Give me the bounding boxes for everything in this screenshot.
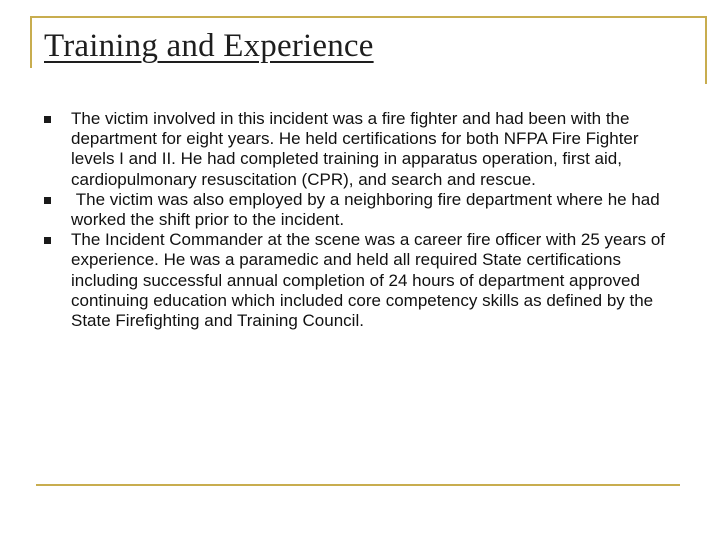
- slide-title: Training and Experience: [44, 28, 374, 64]
- bullet-text: The victim was also employed by a neighboring fire department where he had worked the shift prior to the incident.: [71, 189, 665, 230]
- bullet-text: The victim involved in this incident was a fire fighter and had been with the department for eight years. He held certifications for both NFPA Fire Fighter levels I and II. He had completed training in apparatus operation, first aid, cardiopulmonary resuscitation (CPR), and search and rescue.: [71, 109, 639, 189]
- bullet-item-employment: [44, 190, 674, 230]
- bullet-item-commander: [44, 230, 674, 331]
- square-bullet-icon: [44, 197, 51, 204]
- square-bullet-icon: [44, 237, 51, 244]
- square-bullet-icon: [44, 116, 51, 123]
- frame-right-line: [705, 16, 707, 84]
- frame-left-line: [30, 16, 32, 68]
- bullet-list: [44, 109, 674, 331]
- bullet-text: The Incident Commander at the scene was a career fire officer with 25 years of experience. He was a paramedic and held all required State certifications including successful annual completion of 24 hours of department approved continuing education which included core competency skills as defined by the State Firefighting and Training Council.: [71, 230, 666, 331]
- frame-top-line: [30, 16, 707, 18]
- frame-bottom-line: [36, 484, 680, 486]
- bullet-item-training: [44, 109, 674, 190]
